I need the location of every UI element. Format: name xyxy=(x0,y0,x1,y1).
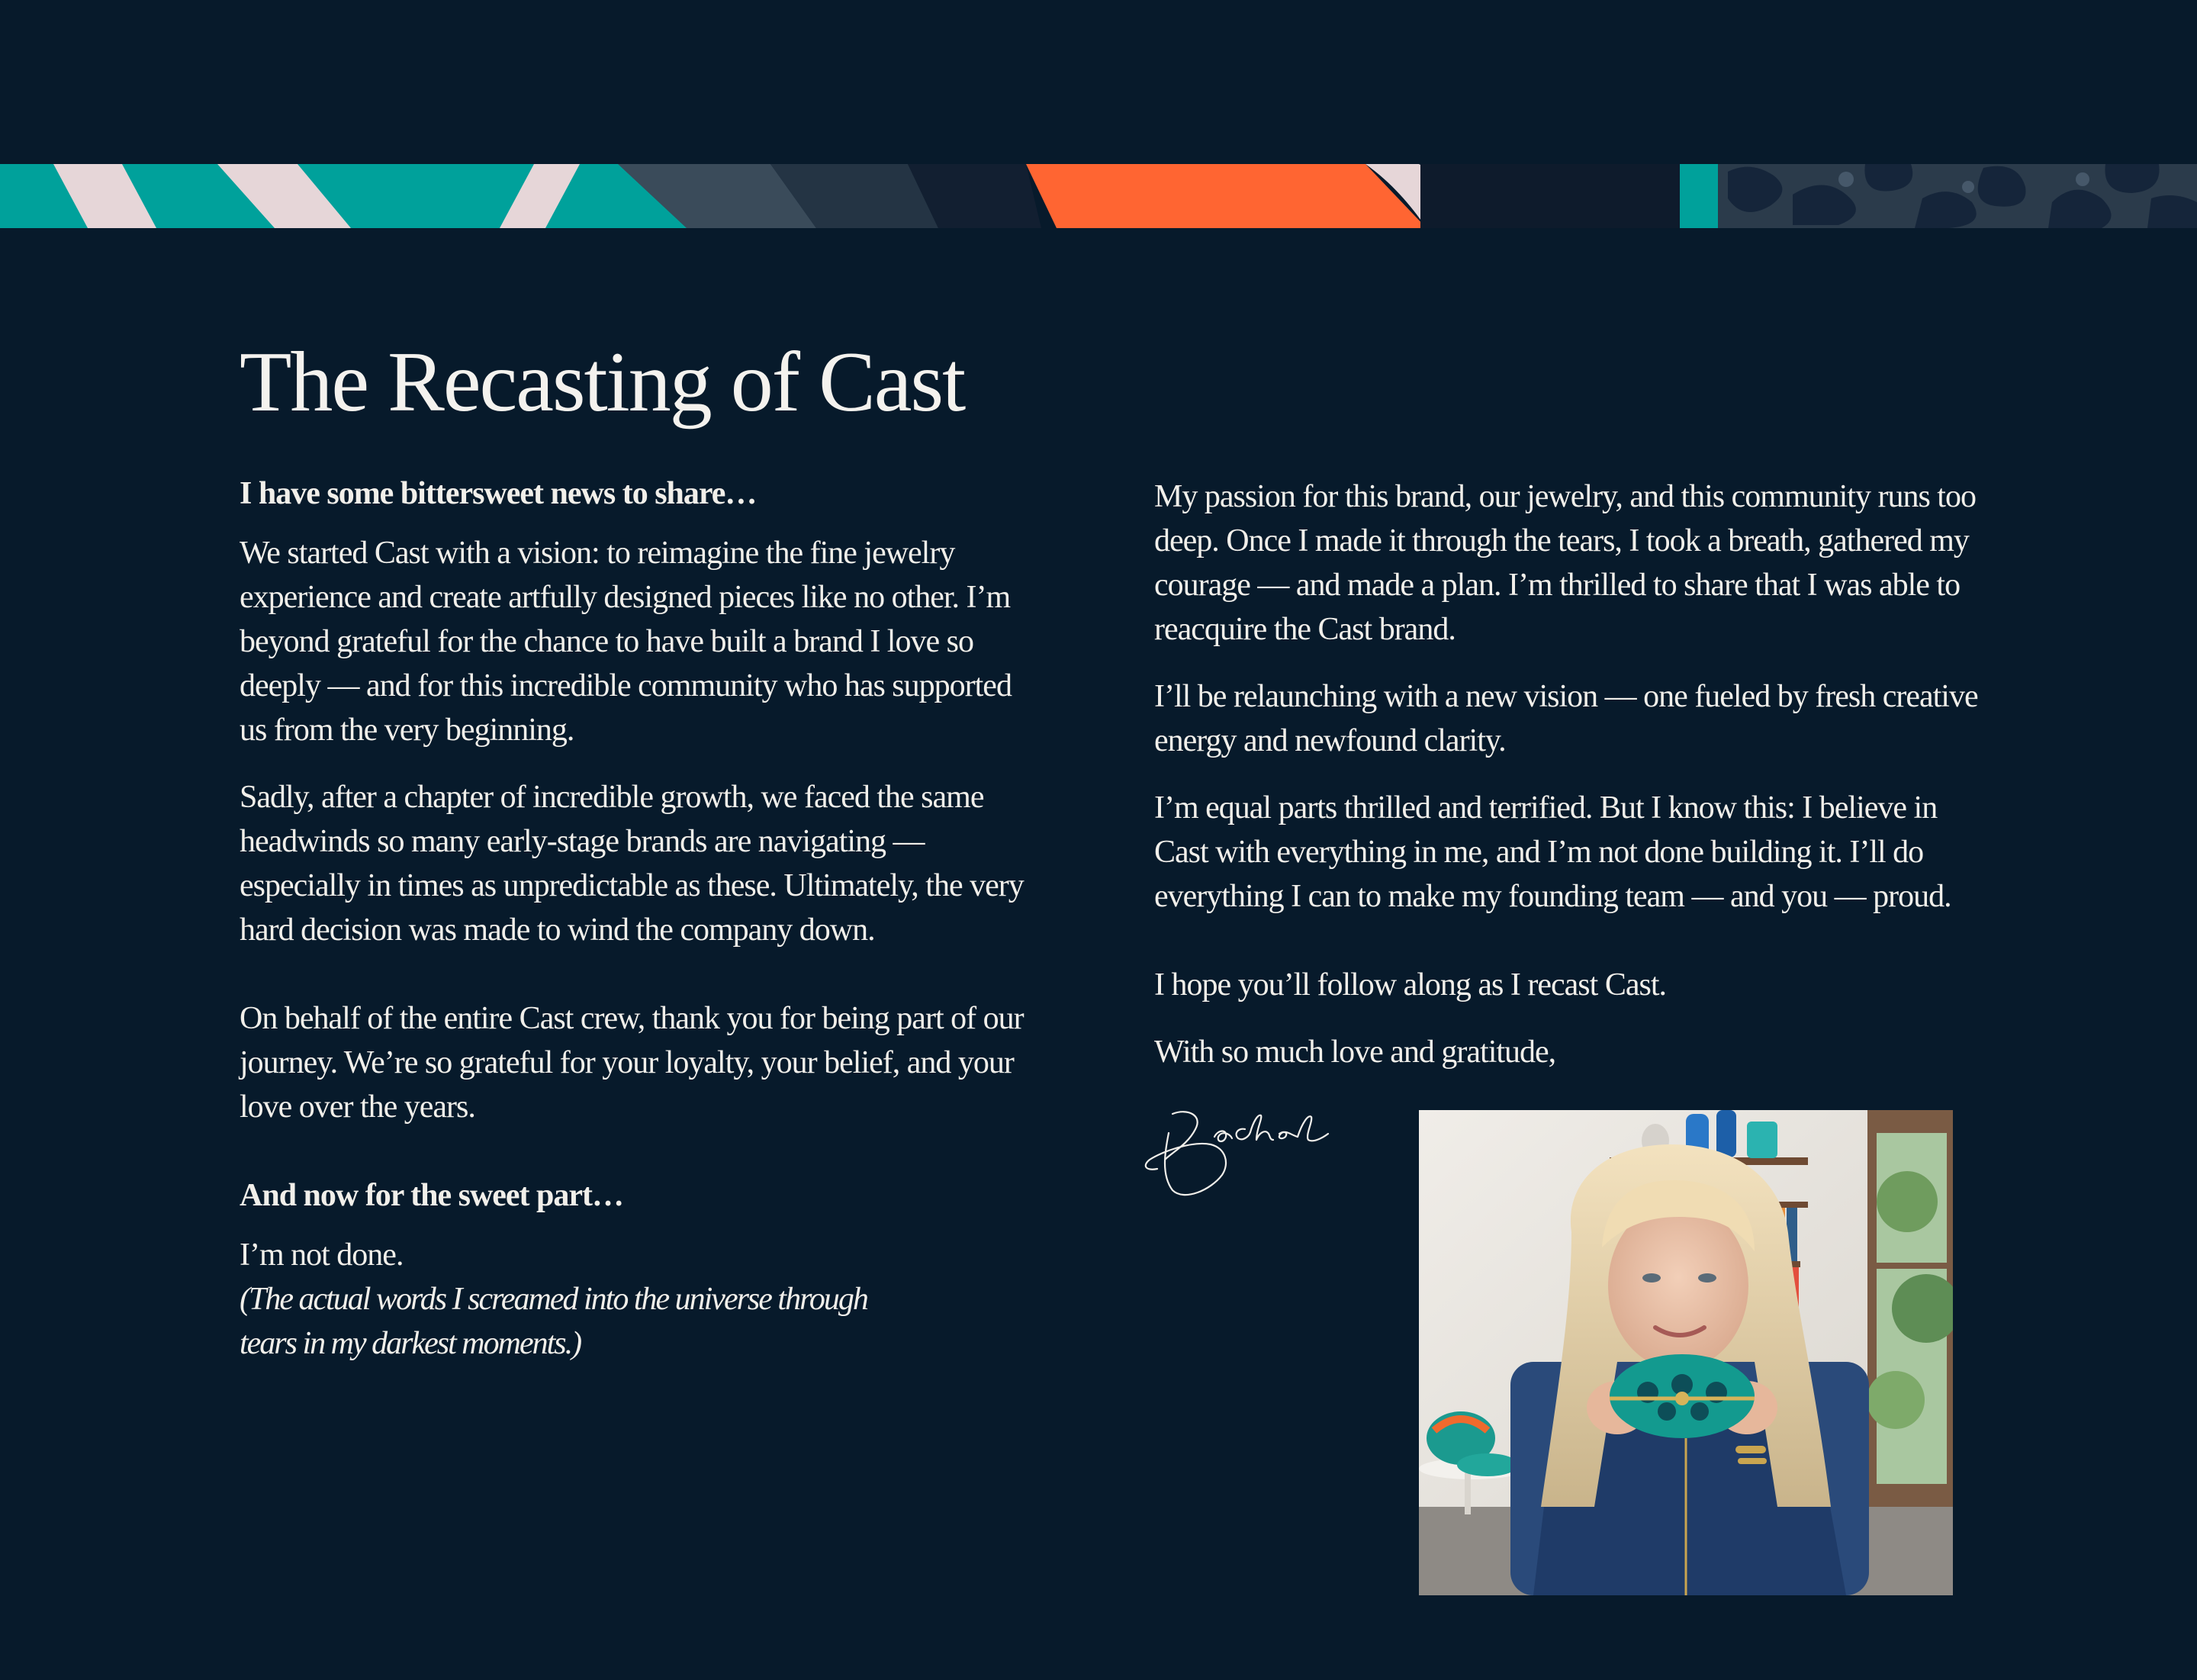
founder-portrait-photo xyxy=(1419,1110,1953,1595)
handwritten-signature xyxy=(1142,1106,1348,1205)
not-done-statement: I’m not done. xyxy=(240,1237,404,1273)
sweet-part-heading: And now for the sweet part… xyxy=(240,1178,624,1213)
paragraph-relaunch: I’ll be relaunching with a new vision — one fueled by fresh creative energy and newfound clarity. xyxy=(1154,679,1978,758)
closing-line: With so much love and gratitude, xyxy=(1154,1035,1556,1070)
paragraph-thank-you: On behalf of the entire Cast crew, thank you for being part of our journey. We’re so grateful for your loyalty, your belief, and your love over the years. xyxy=(240,1001,1024,1125)
paragraph-belief: I’m equal parts thrilled and terrified. But I know this: I believe in Cast with everything in me, and I’m not done building it. I’ll do everything I can to make my founding team — and you — proud. xyxy=(1154,790,1951,914)
paragraph-follow-along: I hope you’ll follow along as I recast Cast. xyxy=(1154,967,1666,1003)
paragraph-passion: My passion for this brand, our jewelry, and this community runs too deep. Once I made it through the tears, I took a breath, gathered my courage — and made a plan. I’m thrilled to share that I was able to reacquire the Cast brand. xyxy=(1154,479,1976,647)
page-title: The Recasting of Cast xyxy=(240,335,965,430)
lead-heading: I have some bittersweet news to share… xyxy=(240,476,757,511)
paragraph-vision: We started Cast with a vision: to reimagine the fine jewelry experience and create artfully designed pieces like no other. I’m beyond grateful for the chance to have built a brand I love so deeply — and for this incredible community who has supported us from the very beginning. xyxy=(240,536,1012,748)
aside-note: (The actual words I screamed into the universe through tears in my darkest moments.) xyxy=(240,1282,867,1361)
paragraph-headwinds: Sadly, after a chapter of incredible growth, we faced the same headwinds so many early-stage brands are navigating — especially in times as unpredictable as these. Ultimately, the very hard decision was made to wind the company down. xyxy=(240,780,1024,948)
right-column xyxy=(1154,475,1986,1097)
left-column xyxy=(240,471,1033,1366)
